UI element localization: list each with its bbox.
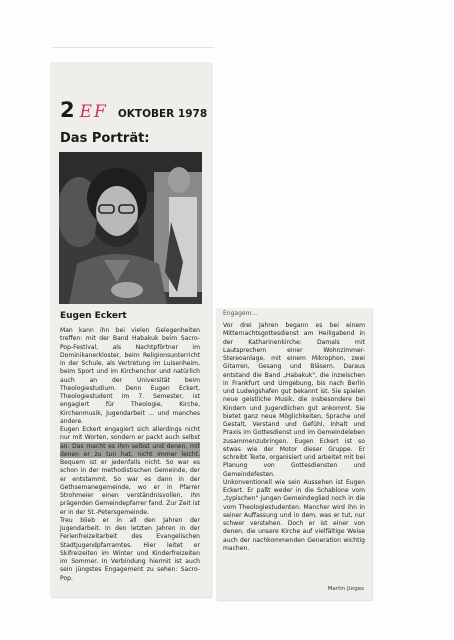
newspaper-clipping-left — [50, 62, 211, 597]
article-paragraph: Eugen Eckert engagiert sich allerdings nicht nur mit Worten, sondern er packt auch selbst an. Das macht es ihm selbst und denen, mit denen er zu tun hat, nicht immer leicht. Bequem ist er jedenfalls nicht. So war es schon in der methodistischen Gemeinde, der er entstammt. So war es dann in der Gethsemanegemeinde, wo er in Pfarrer Strohmeier einen verständnisvollen, ihn prägenden Gemeindepfarrer fand. Zur Zeit ist er in der St.-Petersgemeinde. — [60, 426, 200, 516]
person-name: Eugen Eckert — [60, 311, 127, 321]
article-paragraph: Man kann ihn bei vielen Gelegenheiten treffen: mit der Band Habakuk beim Sacro-Pop-Festival, als Nachtpförtner im Dominikanerkloster, beim Religionsunterricht in der Schule, als Vertretung im Luisenheim, beim Sport und im Kirchenchor und natürlich auch an der Universität beim Theologiestudium. Denn Eugen Eckert, Theologiestudent im 7. Semester, ist engagiert für Theologie, Kirche, Kirchenmusik, Jugendarbeit ... und manches andere. — [60, 327, 200, 425]
newspaper-clipping-right — [216, 308, 372, 600]
author-signature: Martin Jürges — [327, 586, 364, 592]
handwritten-mark: EF — [79, 102, 108, 122]
section-title: Das Porträt: — [60, 131, 150, 146]
article-paragraph: Unkonventionell wie sein Aussehen ist Eugen Eckert. Er paßt weder in die Schablone vom „typischen" jungen Gemeindeglied noch in die vom Theologiestudenten. Mancher wird ihn in seiner Auffassung und in dem, was er tut, nur schwer verstehen. Doch er ist einer von denen, die unsere Kirche auf vielfältige Weise auch der nachkommenden Generation wichtig machen. — [223, 478, 365, 552]
issue-date: OKTOBER 1978 — [117, 108, 208, 120]
portrait-photo — [59, 152, 202, 304]
clipping-header — [60, 98, 207, 120]
fold-line — [52, 47, 214, 48]
cut-off-line: Engagem... — [223, 310, 258, 317]
article-body-right — [223, 322, 365, 553]
article-body-left — [60, 327, 200, 583]
page-number: 2 — [60, 98, 74, 122]
article-paragraph: Vor drei Jahren begann es bei einem Mitternachtsgottesdienst am Heiligabend in der Katharinenkirche: Damals mit Lautsprechern einer Wohnzimmer-Stereoanlage, mit einem Mikrophon, zwei Gitarren, Gesang und Bläsern. Daraus entstand die Band „Habakuk", die inzwischen in Frankfurt und Umgebung, bis nach Berlin und Ludwigshafen gut bekannt ist. Sie spielen neue geistliche Musik, die insbesondere bei Kindern und Jugendlichen gut ankommt. Sie bietet ganz neue Möglichkeiten, Sprache und Gestalt, Verstand und Gefühl, Inhalt und Praxis im Gottesdienst und im Gemeindeleben zusammenzubringen. Eugen Eckert ist so etwas wie der Motor dieser Gruppe. Er schreibt Texte, organisiert und arbeitet mit bei Planung von Gottesdiensten und Gemeindefesten. — [223, 322, 365, 478]
article-paragraph: Treu blieb er in all den Jahren der Jugendarbeit. In den letzten Jahren in der Ferienfreizeitarbeit des Evangelischen Stadtjugendpfarramtes. Hier leitet er Skifreizeiten im Winter und Kinderfreizeiten im Sommer. In Verbindung hiermit ist auch sein jüngstes Engagement zu sehen: Sacro-Pop. — [60, 516, 200, 582]
